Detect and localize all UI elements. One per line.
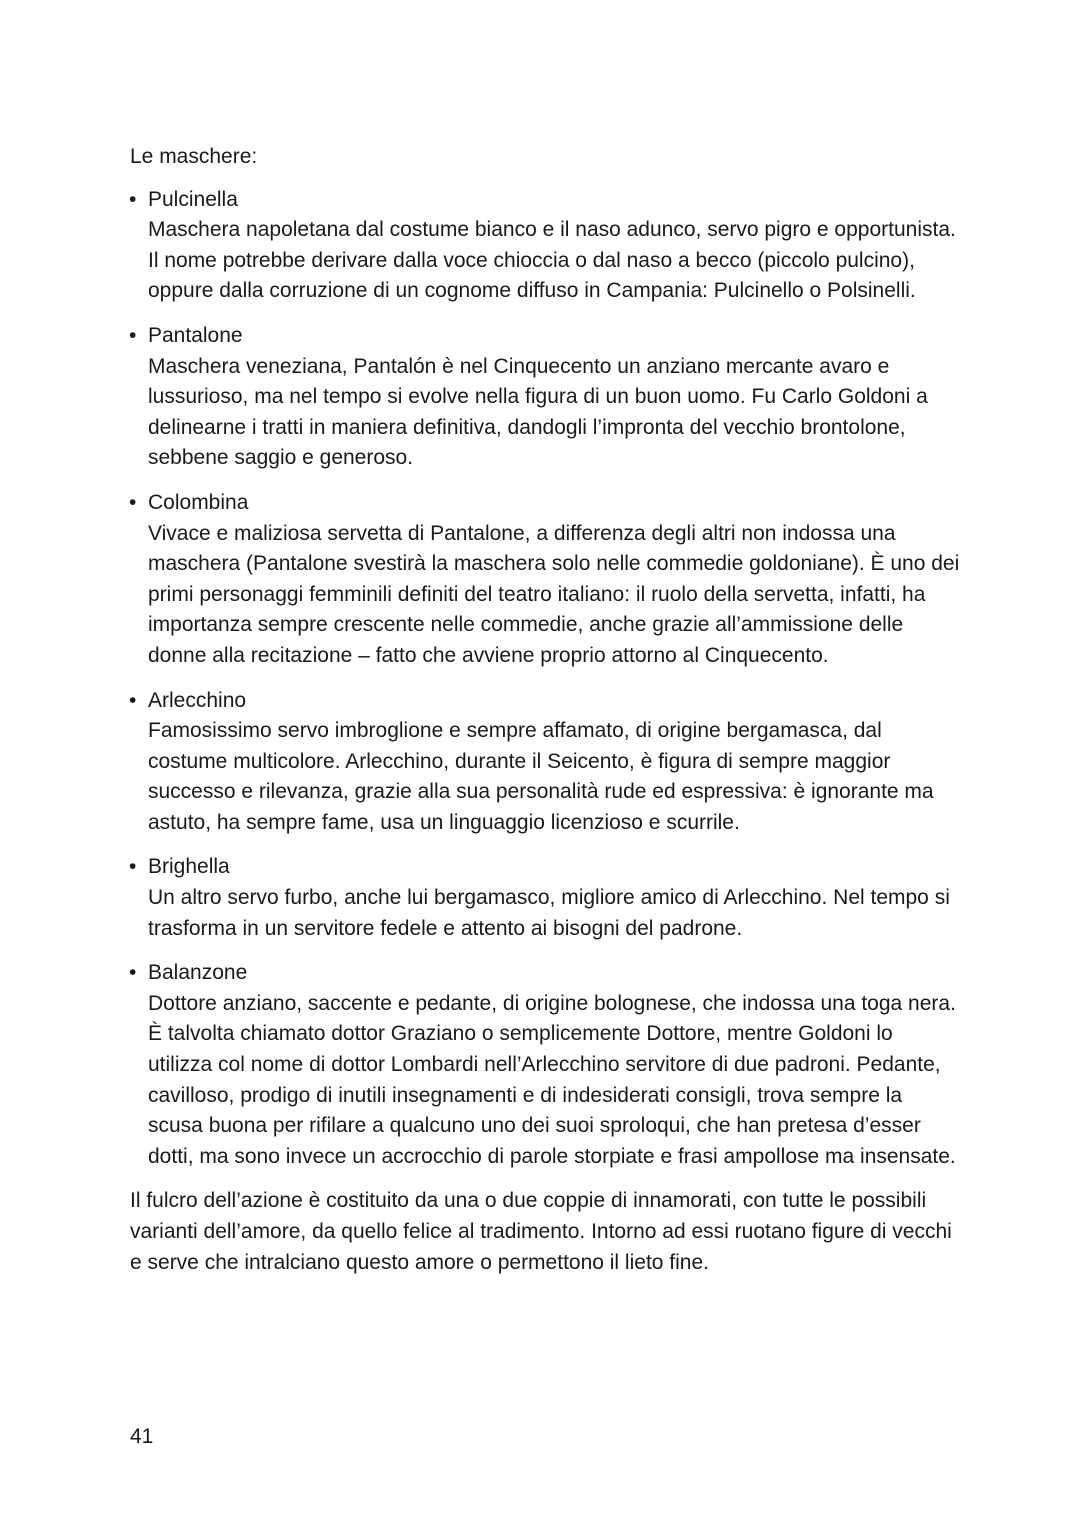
mask-description: Vivace e maliziosa servetta di Pantalone, a differenza degli altri non indossa una maschera (Pantalone svestirà la maschera solo nelle commedie goldoniane). È uno dei primi personaggi femminili definiti del teatro italiano: il ruolo della servetta, infatti, ha importanza sempre crescente nelle commedie, anche grazie all’ammissione delle donne alla recitazione – fatto che avviene proprio attorno al Cinquecento. [148,521,960,667]
bullet-icon: • [129,323,137,347]
intro-heading: Le maschere: [130,145,258,168]
page-number: 41 [130,1425,154,1448]
list-item-pantalone [130,321,960,474]
mask-description: Famosissimo servo imbroglione e sempre affamato, di origine bergamasca, dal costume multicolore. Arlecchino, durante il Seicento, è figura di sempre maggior successo e rilevanza, grazie alla sua personalità rude ed espressiva: è ignorante ma astuto, ha sempre fame, usa un linguaggio licenzioso e scurrile. [148,719,934,834]
bullet-icon: • [129,855,137,879]
mask-name: Pulcinella [148,187,238,211]
page-content [130,142,960,1278]
mask-description: Dottore anziano, saccente e pedante, di origine bolognese, che indossa una toga nera. È talvolta chiamato dottor Graziano o semplicemente Dottore, mentre Goldoni lo utilizza col nome di dottor Lombardi nell’Arlecchino servitore di due padroni. Pedante, cavilloso, prodigo di inutili insegnamenti e di indesiderati consigli, trova sempre la scusa buona per rifilare a qualcuno uno dei suoi sproloqui, che han pretesa d’esser dotti, ma sono invece un accrocchio di parole storpiate e frasi ampollose ma insensate. [148,991,956,1168]
mask-name: Balanzone [148,961,248,985]
mask-name: Arlecchino [148,688,247,712]
bullet-icon: • [129,187,137,211]
mask-description: Maschera napoletana dal costume bianco e il naso adunco, servo pigro e opportunista. Il nome potrebbe derivare dalla voce chioccia o dal naso a becco (piccolo pulcino), oppure dalla corruzione di un cognome diffuso in Campania: Pulcinello o Polsinelli. [148,218,956,303]
mask-description: Un altro servo furbo, anche lui bergamasco, migliore amico di Arlecchino. Nel tempo si trasforma in un servitore fedele e attento ai bisogni del padrone. [148,886,950,940]
bullet-icon: • [129,688,137,712]
list-item-colombina [130,488,960,672]
mask-name: Colombina [148,490,249,514]
mask-name: Pantalone [148,323,243,347]
bullet-icon: • [129,961,137,985]
conclusion-paragraph: Il fulcro dell’azione è costituito da una o due coppie di innamorati, con tutte le possibili varianti dell’amore, da quello felice al tradimento. Intorno ad essi ruotano figure di vecchi e serve che intralciano questo amore o permettono il lieto fine. [130,1189,952,1274]
list-item-brighella [130,852,960,944]
mask-list [130,185,960,1173]
bullet-icon: • [129,490,137,514]
mask-name: Brighella [148,855,230,879]
list-item-balanzone [130,958,960,1172]
mask-description: Maschera veneziana, Pantalón è nel Cinquecento un anziano mercante avaro e lussurioso, ma nel tempo si evolve nella figura di un buon uomo. Fu Carlo Goldoni a delinearne i tratti in maniera definitiva, dandogli l’impronta del vecchio brontolone, sebbene saggio e generoso. [148,354,928,470]
list-item-pulcinella [130,185,960,307]
list-item-arlecchino [130,686,960,839]
